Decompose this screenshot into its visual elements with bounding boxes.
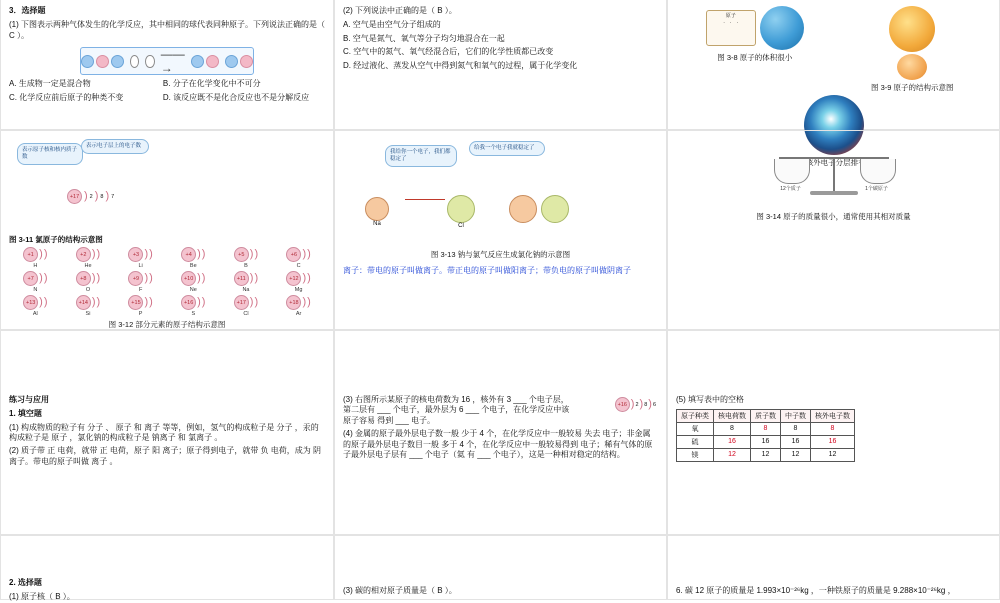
table-cell-p: 16 [751, 435, 781, 448]
electron-transfer-arrow-icon [405, 199, 445, 200]
table-column-header: 中子数 [781, 409, 811, 422]
caption-3-8: 图 3-8 原子的体积很小 [717, 53, 793, 62]
exercise-1-3: (3) 右图所示某原子的核电荷数为 16 ，核外有 3 ___ 个电子层，第二层有 ___ 个电子，最外层为 6 ___ 个电子，在化学反应中该原子容易 得到 ___ 电子。 [343, 395, 570, 425]
option-c-2: C. 空气中的氮气、氧气经混合后，它们的化学性质都已改变 [343, 47, 554, 57]
caption-3-12: 图 3-12 部分元素的原子结构示意图 [108, 320, 226, 329]
sun-sphere-icon [889, 6, 935, 52]
caption-3-11: 图 3-11 氯原子的结构示意图 [9, 235, 103, 244]
table-cell-e: 16 [811, 435, 855, 448]
nucleus-charge: +17 [67, 189, 82, 204]
exercise-1-5: (5) 填写表中的空格 [676, 395, 744, 404]
nucleus-charge-16: +16 [615, 397, 630, 412]
panel-choice-1 [0, 0, 334, 130]
exercise-2-3: (3) 碳的相对原子质量是（ B ）。 [343, 586, 457, 595]
table-cell-n: 16 [781, 435, 811, 448]
atom-structure-c: +6 ) ) C [279, 247, 319, 269]
fruit-sphere-icon [897, 54, 927, 80]
bubble-cl-speech: 给我一个电子我就稳定了 [469, 141, 545, 156]
atom-structure-li: +3 ) ) Li [121, 247, 161, 269]
molecule-reactant-1 [81, 55, 124, 68]
atom-structure-h: +1 ) ) H [15, 247, 55, 269]
panel-choice-2 [334, 0, 667, 130]
caption-3-14: 图 3-14 原子的质量很小，通常使用其相对质量 [756, 212, 911, 221]
chlorine-atom-diagram: +17 ) 2 ) 8 ) 7 [67, 189, 114, 204]
atom-row [9, 295, 325, 317]
figure-3-12-atom-grid [9, 247, 325, 317]
molecule-reactant-3 [145, 55, 154, 68]
atom-structure-f: +9 ) ) F [121, 271, 161, 293]
atom-structure-p: +15 ) ) P [121, 295, 161, 317]
atom-structure-al: +13 ) ) Al [15, 295, 55, 317]
figure-3-9 [840, 6, 985, 93]
atom-structure-na: +11 ) ) Na [226, 271, 266, 293]
atom-structure-s: +16 ) ) S [173, 295, 213, 317]
option-a-2: A. 空气是由空气分子组成的 [343, 19, 441, 29]
table-cell-z: 12 [714, 448, 751, 461]
table-row [677, 448, 855, 461]
balance-scale-icon [774, 141, 894, 205]
atom-row [9, 247, 325, 269]
exercise-1-2: (2) 质子带 正 电荷，就带 正 电荷，原子 阳 离子；原子得到电子，就带 负 电荷，成为 阴 离子。带电的原子叫做 离子 。 [9, 446, 322, 466]
table-cell-name: 氧 [677, 422, 714, 435]
table-cell-z: 16 [714, 435, 751, 448]
arrow-icon: ——→ [160, 47, 185, 76]
atom-structure-si: +14 ) ) Si [68, 295, 108, 317]
table-cell-n: 12 [781, 448, 811, 461]
table-column-header: 质子数 [751, 409, 781, 422]
exercise-title: 练习与应用 [9, 395, 49, 404]
table-cell-p: 8 [751, 422, 781, 435]
ion-definition: 离子：带电的原子叫做离子。带正电的原子叫做阳离子；带负电的原子叫做阴离子 [343, 266, 631, 275]
atom-structure-mg: +12 ) ) Mg [279, 271, 319, 293]
table-cell-z: 8 [714, 422, 751, 435]
atom-structure-o: +8 ) ) O [68, 271, 108, 293]
option-c-1-1: C. 化学反应前后原子的种类不变 [9, 93, 124, 103]
bubble-na-speech: 我给你一个电子，我们都稳定了 [385, 145, 457, 167]
panel-figures-38-39-310 [667, 0, 1000, 167]
atom-box-label: 原子 · · · [706, 10, 756, 46]
pan-right-label: 1个碳原子 [865, 186, 888, 192]
panel-figure-3-11 [0, 130, 334, 330]
molecule-product-1 [191, 55, 219, 68]
exercise-2-1: (1) 原子核（ B ）。 [9, 591, 75, 601]
atom-structure-n: +7 ) ) N [15, 271, 55, 293]
option-b-1-1: B. 分子在化学变化中不可分 [162, 79, 261, 89]
atom-row [9, 271, 325, 293]
panel-exercise-5-table [667, 330, 1000, 535]
exercise-1-4: (4) 金属的原子最外层电子数一般 少于 4 个，在化学反应中一般较易 失去 电子；非金属的原子最外层电子数目一般 多于 4 个，在化学反应中一般较易得到 电子；稀有气体的原子最外层电子层有 ___ 个电子（氦 有 ___ 个电子），这是一种相对稳定的结构。 [343, 429, 653, 459]
figure-3-8 [682, 6, 827, 63]
sulfur-atom-diagram: +16 ) 2 ) 8 ) 6 [615, 397, 656, 412]
caption-3-9: 图 3-9 原子的结构示意图 [870, 83, 954, 92]
question-2: (2) 下列说法中正确的是（ B ）。 [343, 6, 457, 15]
table-cell-n: 8 [781, 422, 811, 435]
panel-figure-3-13 [334, 130, 667, 330]
atom-structure-b: +5 ) ) B [226, 247, 266, 269]
atom-table [676, 409, 855, 462]
chlorine-figure: Cl [447, 195, 475, 229]
panel-figure-3-14 [667, 130, 1000, 330]
bubble-nucleus-label: 表示原子核和核内质子数 [17, 143, 83, 165]
heading-choice-1: 3．选择题 [9, 6, 46, 15]
atom-structure-he: +2 ) ) He [68, 247, 108, 269]
table-column-header: 核外电子数 [811, 409, 855, 422]
table-column-header: 核电荷数 [714, 409, 751, 422]
exercise-1-1: (1) 构成物质的粒子有 分子 、 原子 和 离子 等等，例如，氢气的构成粒子是 分子 ，汞的构成粒子是 原子 ，氯化钠的构成粒子是 钠离子 和 氯离子 。 [9, 422, 319, 442]
table-column-header: 原子种类 [677, 409, 714, 422]
option-d-2: D. 经过液化、蒸发从空气中得到氮气和氧气的过程，属于化学变化 [343, 61, 578, 71]
table-row [677, 422, 855, 435]
table-cell-name: 硫 [677, 435, 714, 448]
question-1-1: (1) 下图表示两种气体发生的化学反应，其中相同的球代表同种原子。下列说法正确的是（ C ）。 [9, 19, 325, 40]
option-d-1-1: D. 该反应既不是化合反应也不是分解反应 [162, 93, 310, 103]
exercise-6: 6. 碳 12 原子的质量是 1.993×10⁻²⁶kg ，一种铁原子的质量是 9.288×10⁻²⁶kg ， [676, 586, 956, 595]
table-cell-e: 8 [811, 422, 855, 435]
panel-exercise-3-4 [334, 330, 667, 535]
table-cell-name: 镁 [677, 448, 714, 461]
panel-choice-3 [334, 535, 667, 600]
molecule-reactant-2 [130, 55, 139, 68]
table-cell-e: 12 [811, 448, 855, 461]
exercise-section-2: 2. 选择题 [9, 578, 42, 587]
reaction-diagram [80, 47, 254, 75]
earth-icon [760, 6, 804, 50]
atom-structure-be: +4 ) ) Be [173, 247, 213, 269]
exercise-section-1: 1. 填空题 [9, 408, 42, 418]
option-a-1-1: A. 生成物一定是混合物 [9, 79, 91, 89]
molecule-product-2 [225, 55, 253, 68]
table-cell-p: 12 [751, 448, 781, 461]
bubble-shell-label: 表示电子层上的电子数 [81, 139, 149, 154]
panel-question-6 [667, 535, 1000, 600]
panel-exercises [0, 330, 334, 535]
caption-3-13: 图 3-13 钠与氯气反应生成氯化钠的示意图 [430, 250, 571, 259]
table-row [677, 435, 855, 448]
atom-structure-ne: +10 ) ) Ne [173, 271, 213, 293]
sodium-figure: Na [365, 197, 389, 227]
nacl-ion-pair-figure [509, 195, 569, 223]
panel-choice-section [0, 535, 334, 600]
atom-structure-ar: +18 ) ) Ar [279, 295, 319, 317]
option-b-2: B. 空气是氮气、氧气等分子均匀地混合在一起 [343, 33, 505, 43]
atom-structure-cl: +17 ) ) Cl [226, 295, 266, 317]
caption-3-10: 核外电子分层排布示意图 [805, 158, 889, 167]
table-header-row [677, 409, 855, 422]
pan-left-label: 12个质子 [780, 186, 801, 192]
